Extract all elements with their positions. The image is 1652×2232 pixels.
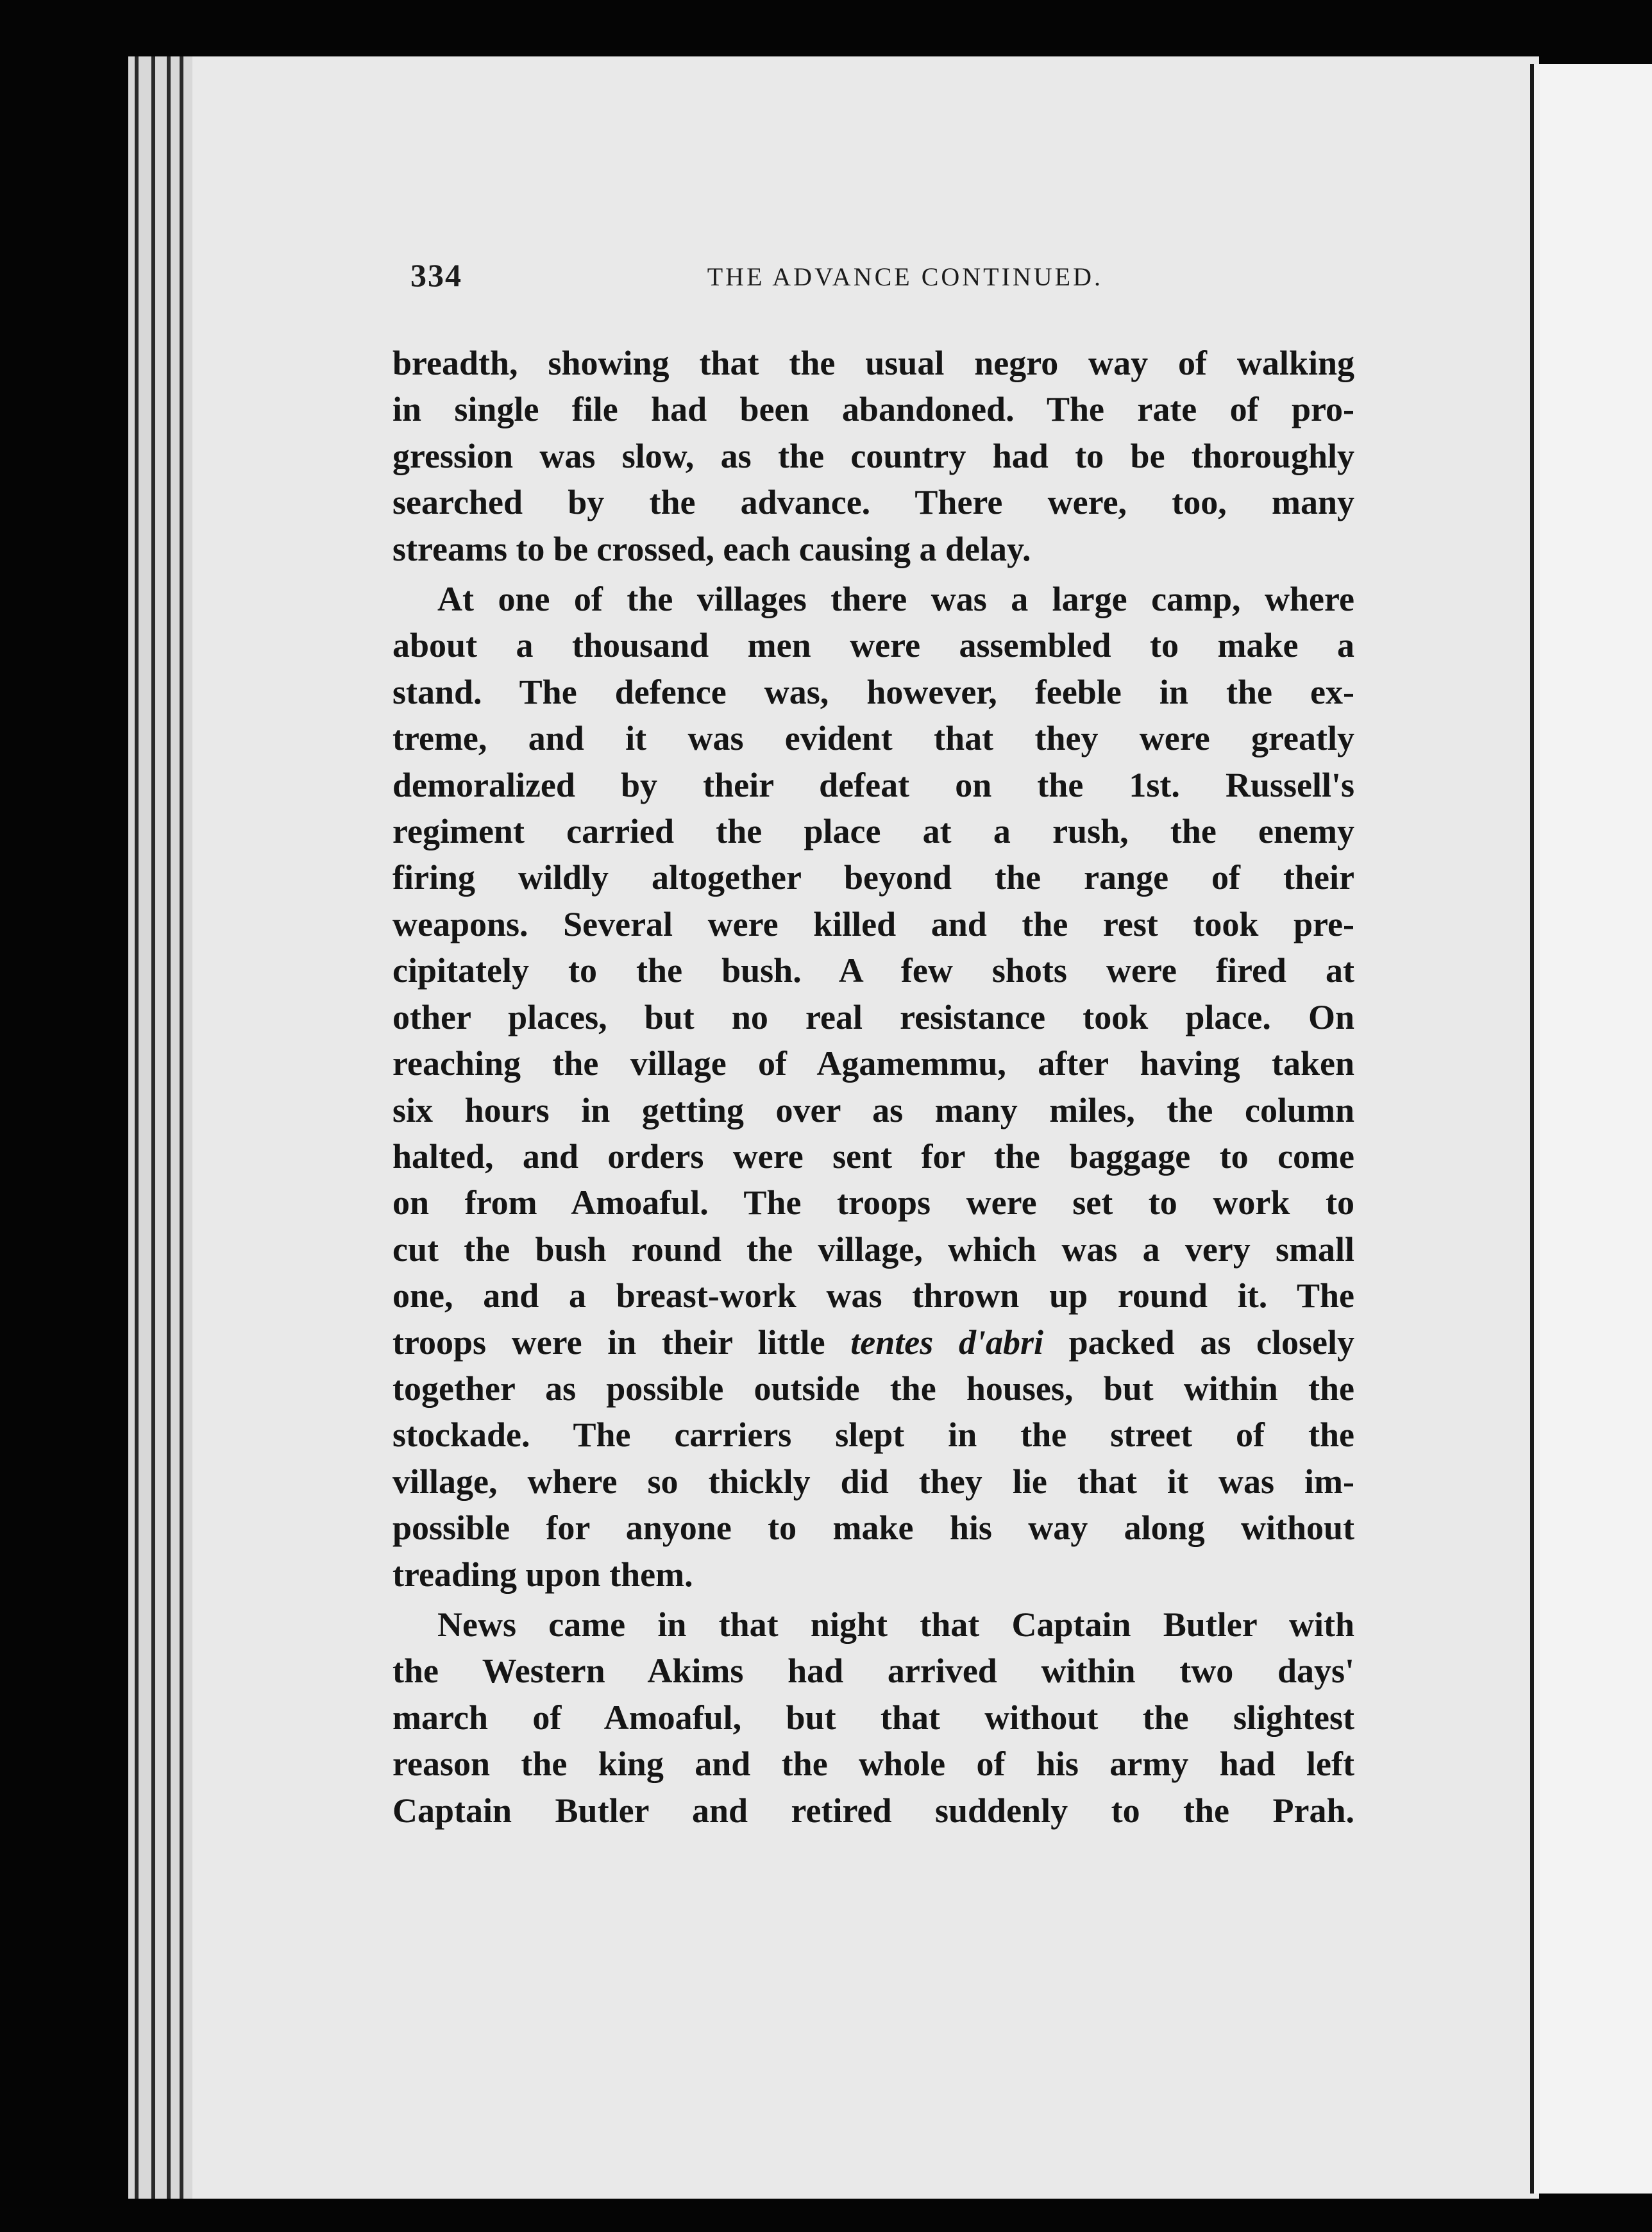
- text-line: village, where so thickly did they lie that it was im-: [392, 1462, 1354, 1501]
- text-line: reason the king and the whole of his army had left: [392, 1745, 1354, 1784]
- text-line: cipitately to the bush. A few shots were fired at: [392, 951, 1354, 990]
- text-line: firing wildly altogether beyond the range of their: [392, 858, 1354, 897]
- text-line: News came in that night that Captain Butler with: [437, 1605, 1354, 1644]
- text-line: gression was slow, as the country had to be thoroughly: [392, 436, 1354, 475]
- page-edge-line: [180, 56, 183, 2199]
- text-line: troops were in their little tentes d'abri packed as closely: [392, 1323, 1354, 1362]
- text-line: stockade. The carriers slept in the street of the: [392, 1416, 1354, 1455]
- text-line: about a thousand men were assembled to make a: [392, 626, 1354, 665]
- text-line: searched by the advance. There were, too, many: [392, 483, 1354, 522]
- text-line: weapons. Several were killed and the rest took pre-: [392, 904, 1354, 943]
- text-line: on from Amoaful. The troops were set to work to: [392, 1183, 1354, 1222]
- text-line: together as possible outside the houses, but within the: [392, 1369, 1354, 1408]
- running-title: THE ADVANCE CONTINUED.: [707, 262, 1103, 291]
- text-line: treme, and it was evident that they were greatly: [392, 719, 1354, 758]
- text-line: march of Amoaful, but that without the slightest: [392, 1698, 1354, 1737]
- page-number: 334: [410, 257, 462, 293]
- text-line: one, and a breast-work was thrown up round it. The: [392, 1276, 1354, 1315]
- text-line: treading upon them.: [392, 1555, 693, 1594]
- page-edge-line: [135, 56, 139, 2199]
- text-line: breadth, showing that the usual negro way of walking: [392, 344, 1354, 382]
- page-edge-line: [151, 56, 155, 2199]
- text-line: regiment carried the place at a rush, the enemy: [392, 812, 1354, 851]
- text-line: in single file had been abandoned. The rate of pro-: [392, 390, 1354, 429]
- text-line: streams to be crossed, each causing a delay.: [392, 529, 1031, 568]
- body-text: [392, 340, 1354, 1834]
- text-line: cut the bush round the village, which was a very small: [392, 1230, 1354, 1269]
- facing-page-edge: [1530, 64, 1652, 2194]
- text-line: Captain Butler and retired suddenly to the Prah.: [392, 1791, 1354, 1830]
- text-line: possible for anyone to make his way along without: [392, 1509, 1354, 1548]
- text-line: stand. The defence was, however, feeble in the ex-: [392, 672, 1354, 711]
- text-line: six hours in getting over as many miles, the column: [392, 1090, 1354, 1129]
- text-line: demoralized by their defeat on the 1st. Russell's: [392, 765, 1354, 804]
- text-line: At one of the villages there was a large camp, where: [437, 580, 1354, 619]
- text-line: halted, and orders were sent for the baggage to come: [392, 1137, 1354, 1176]
- text-line: reaching the village of Agamemmu, after having taken: [392, 1044, 1354, 1083]
- page-edge-line: [167, 56, 171, 2199]
- italic-phrase: tentes d'abri: [850, 1323, 1043, 1362]
- page-header: [410, 257, 1109, 308]
- text-line: other places, but no real resistance took place. On: [392, 997, 1354, 1036]
- text-line: the Western Akims had arrived within two days': [392, 1652, 1354, 1691]
